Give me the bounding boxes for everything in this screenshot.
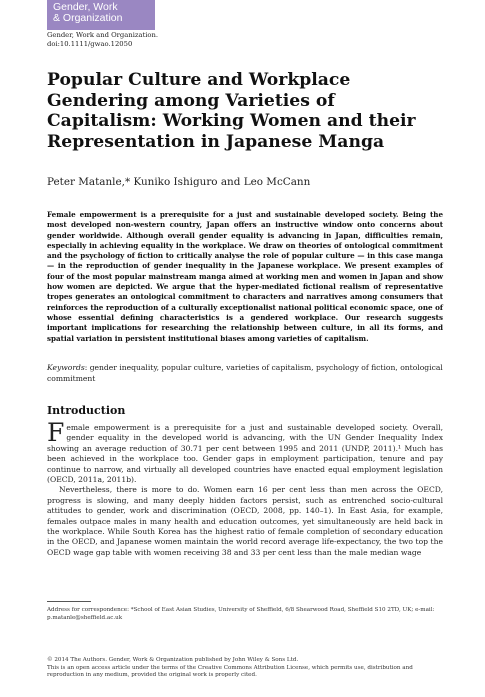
keywords-text: : gender inequality, popular culture, varieties of capitalism, psychology of fiction, ontological commitment <box>47 363 443 383</box>
introduction-body <box>47 418 443 558</box>
keywords-label: Keywords <box>47 363 85 372</box>
journal-logo-line2: & Organization <box>53 12 123 24</box>
journal-logo-line1: Gender, Work <box>53 1 118 13</box>
introduction-paragraph-2: Nevertheless, there is more to do. Women earn 16 per cent less than men across the OECD, progress is slowing, and many deeply hidden factors persist, such as entrenched socio-cultural attitudes to gender, work and discrimination (OECD, 2008, pp. 140–1). In East Asia, for example, females outpace males in many health and education outcomes, yet simultaneously are held back in the workplace. While South Korea has the highest ratio of female completion of secondary education in the OECD, and Japanese women maintain the world record average life-expectancy, the two top the OECD wage gap table with women receiving 38 and 33 per cent less than the male median wage <box>47 485 443 557</box>
introduction-paragraph-1 <box>47 418 443 485</box>
copyright-notice <box>47 657 443 680</box>
abstract: Female empowerment is a prerequisite for a just and sustainable developed society. Being the most developed non-western country, Japan offers an instructive window onto concerns about gender worldwide. Although overall gender equality is advancing in Japan, difficulties remain, especially in achieving equality in the workplace. We draw on theories of ontological commitment and the psychology of fiction to critically analyse the role of popular culture — in this case manga — in the reproduction of gender inequality in the Japanese workplace. We present examples of four of the most popular mainstream manga aimed at working men and women in Japan and show how women are depicted. We argue that the hyper-mediated fictional realism of representative tropes generates an ontological commitment to characters and narratives among consumers that reinforces the reproduction of a culturally exceptionalist national political economic space, one of whose essential defining characteristics is a gendered workplace. Our research suggests important implications for researching the relationship between culture, in all its forms, and spatial variation in persistent institutional biases among varieties of capitalism. <box>47 210 443 343</box>
article-title: Popular Culture and Workplace Gendering among Varieties of Capitalism: Working Women and their Representation in Japanese Manga <box>47 70 416 152</box>
journal-logo <box>47 0 155 30</box>
authors: Peter Matanle,* Kuniko Ishiguro and Leo McCann <box>47 176 311 188</box>
section-heading-introduction: Introduction <box>47 404 126 417</box>
journal-meta <box>47 31 158 49</box>
footnote-divider <box>47 601 91 602</box>
doi[interactable]: doi:10.1111/gwao.12050 <box>47 40 133 48</box>
copyright-line-2: This is an open access article under the terms of the Creative Commons Attribution License, which permits use, distribution and reproduction in any medium, provided the original work is properly cited. <box>47 664 413 679</box>
journal-name: Gender, Work and Organization. <box>47 31 159 39</box>
correspondence-footnote: Address for correspondence: *School of East Asian Studies, University of Sheffield, 6/8 Shearwood Road, Sheffield S10 2TD, UK; e-mail: p.matanle@sheffield.ac.uk <box>47 607 435 621</box>
keywords <box>47 363 443 384</box>
copyright-line-1: © 2014 The Authors. Gender, Work & Organization published by John Wiley & Sons Ltd. <box>47 657 299 663</box>
introduction-paragraph-1-text: emale empowerment is a prerequisite for a just and sustainable developed society. Overall, gender equality in the developed world is advancing, with the UN Gender Inequality Index showing an average reduction of 30.71 per cent between 1995 and 2011 (UNDP, 2011).¹ Much has been achieved in the workplace too. Gender gaps in employment participation, tenure and pay continue to narrow, and virtually all developed countries have enacted equal employment legislation (OECD, 2011a, 2011b). <box>47 423 443 485</box>
drop-cap: F <box>47 418 65 447</box>
